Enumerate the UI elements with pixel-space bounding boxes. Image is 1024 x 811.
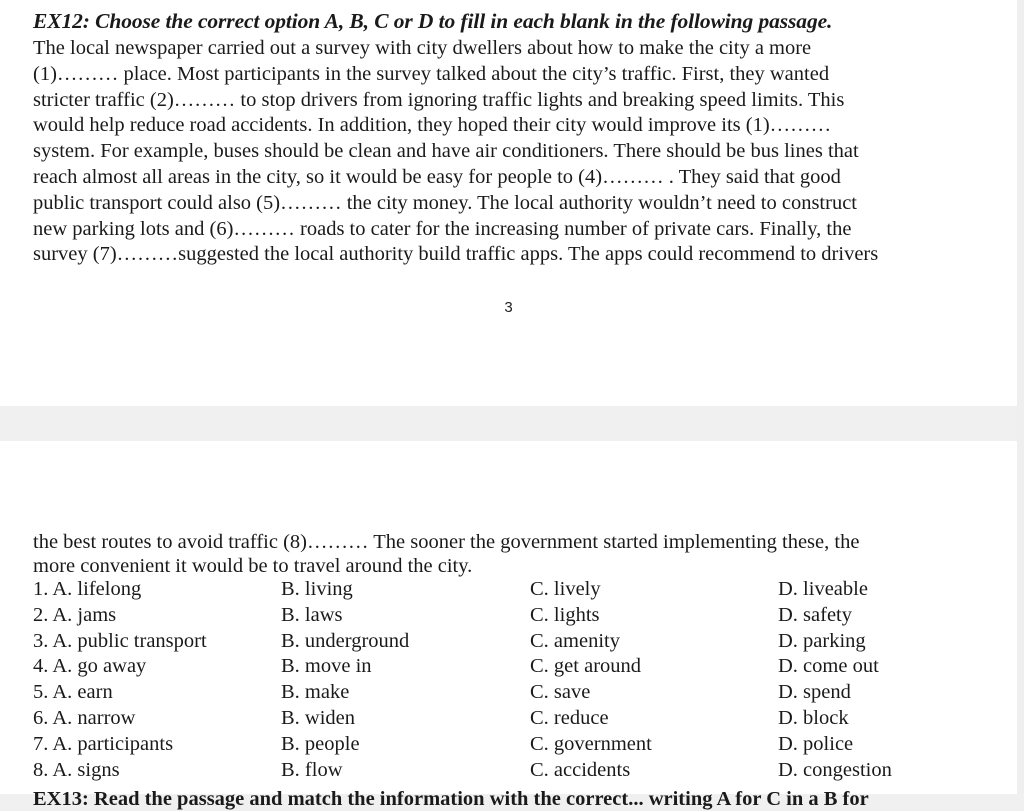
document-page-top: [0, 0, 1017, 406]
option-c: C. save: [530, 681, 591, 704]
option-a-text: A. public transport: [52, 629, 207, 652]
option-c: C. get around: [530, 655, 642, 678]
option-d: D. police: [778, 732, 854, 755]
passage-line: new parking lots and (6)……… roads to cater for the increasing number of private cars. Finally, the: [33, 217, 852, 240]
option-a-text: A. earn: [52, 681, 113, 704]
document-page-bottom: [0, 441, 1017, 810]
passage-line: the best routes to avoid traffic (8)……… The sooner the government started implementing these, the: [33, 531, 860, 553]
option-b: B. people: [281, 732, 360, 755]
option-b: B. laws: [281, 603, 343, 626]
option-b: B. underground: [281, 629, 410, 652]
passage-line: reach almost all areas in the city, so it would be easy for people to (4)……… . They said that good: [33, 165, 841, 188]
option-d: D. liveable: [778, 578, 868, 600]
option-a: [33, 655, 146, 678]
option-a: [33, 604, 116, 627]
option-d: D. congestion: [778, 758, 892, 781]
passage-line: public transport could also (5)……… the city money. The local authority wouldn’t need to construct: [33, 191, 857, 214]
option-d: D. come out: [778, 655, 879, 678]
option-c: C. accidents: [530, 758, 631, 781]
option-a: [33, 578, 141, 601]
passage-line: (1)……… place. Most participants in the survey talked about the city’s traffic. First, they wanted: [33, 62, 830, 85]
passage-line: survey (7)………suggested the local authority build traffic apps. The apps could recommend to drivers: [33, 243, 879, 266]
option-c: C. reduce: [530, 706, 609, 729]
next-exercise-heading-cut: EX13: Read the passage and match the information with the correct... writing A for C in a B for: [33, 788, 869, 810]
question-number: 1.: [33, 578, 49, 600]
option-a: [33, 681, 113, 704]
option-b: B. make: [281, 681, 350, 704]
option-c: C. government: [530, 732, 652, 755]
option-a-text: A. jams: [52, 603, 117, 626]
option-a-text: A. lifelong: [52, 578, 142, 600]
exercise-heading: EX12: Choose the correct option A, B, C or D to fill in each blank in the following passage.: [33, 9, 833, 33]
option-d: D. spend: [778, 681, 851, 704]
question-number: 6.: [33, 706, 49, 729]
passage-part-1: [33, 36, 973, 268]
option-a: [33, 759, 120, 782]
option-c: C. lively: [530, 578, 601, 600]
option-b: B. flow: [281, 758, 343, 781]
option-a-text: A. narrow: [52, 706, 136, 729]
question-number: 8.: [33, 758, 49, 781]
option-d: D. safety: [778, 603, 853, 626]
passage-line: stricter traffic (2)……… to stop drivers from ignoring traffic lights and breaking speed limits. This: [33, 88, 845, 111]
option-a: [33, 630, 207, 653]
option-c: C. amenity: [530, 629, 620, 652]
passage-part-2: [33, 530, 973, 578]
page-separator: [0, 406, 1024, 441]
question-number: 2.: [33, 603, 49, 626]
question-number: 3.: [33, 629, 49, 652]
option-b: B. widen: [281, 706, 356, 729]
question-number: 5.: [33, 681, 49, 704]
option-b: B. move in: [281, 655, 372, 678]
option-a-text: A. participants: [52, 732, 174, 755]
viewer-scroll-gutter[interactable]: [1017, 0, 1024, 794]
option-d: D. parking: [778, 629, 866, 652]
option-b: B. living: [281, 578, 353, 600]
option-a: [33, 733, 173, 756]
question-number: 7.: [33, 732, 49, 755]
question-number: 4.: [33, 655, 49, 678]
passage-line: would help reduce road accidents. In addition, they hoped their city would improve its (1)………: [33, 114, 832, 137]
passage-line: system. For example, buses should be clean and have air conditioners. There should be bus lines that: [33, 140, 859, 163]
option-a-text: A. go away: [52, 655, 147, 678]
option-a: [33, 707, 136, 730]
option-c: C. lights: [530, 603, 600, 626]
page-number: 3: [504, 299, 513, 316]
passage-line: The local newspaper carried out a survey with city dwellers about how to make the city a more: [33, 37, 812, 59]
option-a-text: A. signs: [52, 758, 120, 781]
option-d: D. block: [778, 706, 849, 729]
passage-line: more convenient it would be to travel around the city.: [33, 555, 473, 577]
